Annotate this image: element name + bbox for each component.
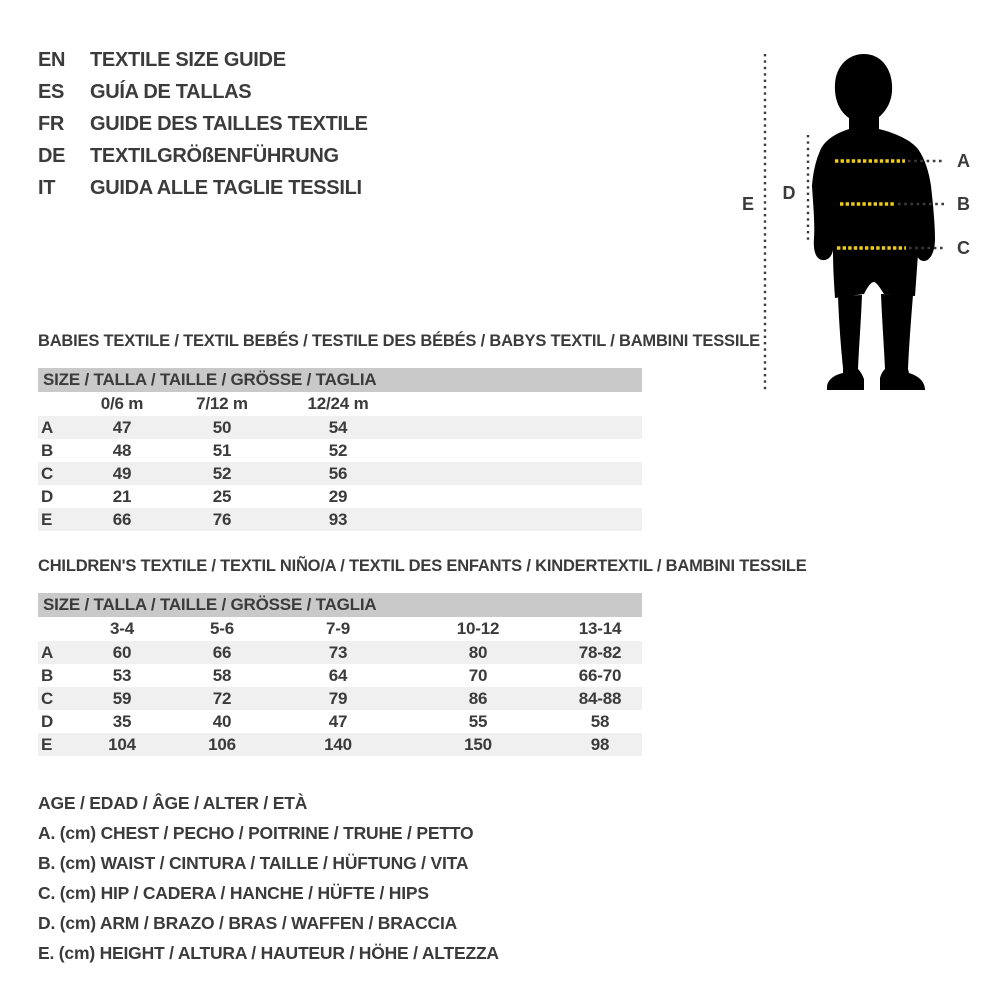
table-row — [38, 485, 642, 508]
table-row — [38, 508, 642, 531]
column-header: 5-6 — [210, 619, 234, 638]
cell: 40 — [212, 711, 232, 731]
table-row — [38, 462, 642, 485]
cell: 84-88 — [578, 688, 622, 708]
column-header: 3-4 — [110, 619, 134, 638]
babies-column-header-row — [38, 392, 642, 416]
marker-label-C: C — [957, 238, 970, 258]
cell: 58 — [590, 711, 610, 731]
children-section-title: CHILDREN'S TEXTILE / TEXTIL NIÑO/A / TEXTIL DES ENFANTS / KINDERTEXTIL / BAMBINI TESSILE — [38, 557, 807, 575]
cell: 106 — [208, 734, 236, 754]
lang-title: GUIDE DES TAILLES TEXTILE — [90, 112, 368, 135]
cell: 104 — [108, 734, 136, 754]
column-header: 13-14 — [578, 619, 622, 638]
column-header: 7-9 — [326, 619, 350, 638]
row-label: B — [41, 665, 54, 685]
cell: 54 — [328, 417, 348, 437]
cell: 52 — [328, 440, 348, 460]
cell: 98 — [590, 734, 610, 754]
row-label: A — [41, 417, 54, 437]
language-title-list — [38, 44, 368, 204]
children-size-table — [38, 593, 642, 756]
legend-chest: A. (cm) CHEST / PECHO / POITRINE / TRUHE / PETTO — [38, 822, 474, 843]
legend-hip: C. (cm) HIP / CADERA / HANCHE / HÜFTE / HIPS — [38, 882, 429, 903]
legend-waist: B. (cm) WAIST / CINTURA / TAILLE / HÜFTUNG / VITA — [38, 852, 469, 873]
measurement-figure — [728, 40, 992, 400]
cell: 73 — [328, 642, 348, 662]
lang-row-it — [38, 172, 368, 204]
cell: 25 — [212, 486, 232, 506]
cell: 66-70 — [578, 665, 622, 685]
marker-label-B: B — [957, 194, 970, 214]
children-column-header-row — [38, 617, 642, 641]
cell: 51 — [212, 440, 232, 460]
babies-section-title: BABIES TEXTILE / TEXTIL BEBÉS / TESTILE DES BÉBÉS / BABYS TEXTIL / BAMBINI TESSILE — [38, 332, 760, 350]
lang-title: GUÍA DE TALLAS — [90, 80, 252, 103]
marker-label-E: E — [741, 194, 755, 214]
cell: 78-82 — [578, 642, 622, 662]
column-header: 7/12 m — [196, 394, 248, 413]
lang-code: FR — [38, 112, 65, 135]
table-row — [38, 687, 642, 710]
lang-title: TEXTILE SIZE GUIDE — [90, 48, 286, 71]
row-label: B — [41, 440, 54, 460]
cell: 140 — [324, 734, 352, 754]
cell: 48 — [112, 440, 132, 460]
table-row — [38, 641, 642, 664]
legend-height: E. (cm) HEIGHT / ALTURA / HAUTEUR / HÖHE / ALTEZZA — [38, 942, 499, 963]
lang-code: DE — [38, 144, 66, 167]
row-label: D — [41, 486, 54, 506]
lang-row-en — [38, 44, 368, 76]
cell: 56 — [328, 463, 348, 483]
marker-label-D: D — [782, 183, 796, 203]
cell: 66 — [212, 642, 232, 662]
marker-label-A: A — [957, 151, 970, 171]
table-row — [38, 733, 642, 756]
cell: 80 — [468, 642, 488, 662]
row-label: E — [41, 509, 53, 529]
lang-code: ES — [38, 80, 65, 103]
row-label: C — [41, 463, 54, 483]
cell: 76 — [212, 509, 232, 529]
row-label: D — [41, 711, 54, 731]
column-header: 0/6 m — [100, 394, 144, 413]
measurement-legend — [38, 788, 499, 968]
babies-size-header: SIZE / TALLA / TAILLE / GRÖSSE / TAGLIA — [38, 368, 642, 392]
cell: 47 — [112, 417, 132, 437]
cell: 55 — [468, 711, 488, 731]
lang-title: TEXTILGRÖßENFÜHRUNG — [90, 144, 339, 167]
cell: 53 — [112, 665, 132, 685]
cell: 21 — [112, 486, 132, 506]
lang-row-de — [38, 140, 368, 172]
cell: 58 — [212, 665, 232, 685]
cell: 60 — [112, 642, 132, 662]
cell: 50 — [212, 417, 232, 437]
cell: 64 — [328, 665, 348, 685]
lang-row-es — [38, 76, 368, 108]
column-header: 12/24 m — [307, 394, 369, 413]
cell: 59 — [112, 688, 132, 708]
cell: 29 — [328, 486, 348, 506]
table-row — [38, 416, 642, 439]
cell: 93 — [328, 509, 348, 529]
legend-arm: D. (cm) ARM / BRAZO / BRAS / WAFFEN / BRACCIA — [38, 912, 458, 933]
cell: 49 — [112, 463, 132, 483]
cell: 79 — [328, 688, 348, 708]
table-row — [38, 710, 642, 733]
babies-size-table — [38, 368, 642, 531]
lang-code: EN — [38, 48, 66, 71]
table-row — [38, 439, 642, 462]
cell: 47 — [328, 711, 348, 731]
lang-title: GUIDA ALLE TAGLIE TESSILI — [90, 176, 362, 199]
cell: 86 — [468, 688, 488, 708]
cell: 72 — [212, 688, 232, 708]
cell: 35 — [112, 711, 132, 731]
cell: 52 — [212, 463, 232, 483]
child-silhouette-icon — [812, 54, 935, 390]
lang-row-fr — [38, 108, 368, 140]
table-row — [38, 664, 642, 687]
row-label: A — [41, 642, 54, 662]
cell: 70 — [468, 665, 488, 685]
lang-code: IT — [38, 176, 56, 199]
children-size-header: SIZE / TALLA / TAILLE / GRÖSSE / TAGLIA — [38, 593, 642, 617]
cell: 66 — [112, 509, 132, 529]
cell: 150 — [464, 734, 492, 754]
column-header: 10-12 — [456, 619, 500, 638]
child-silhouette-diagram — [728, 40, 992, 400]
row-label: C — [41, 688, 54, 708]
legend-age: AGE / EDAD / ÂGE / ALTER / ETÀ — [38, 792, 308, 813]
row-label: E — [41, 734, 53, 754]
